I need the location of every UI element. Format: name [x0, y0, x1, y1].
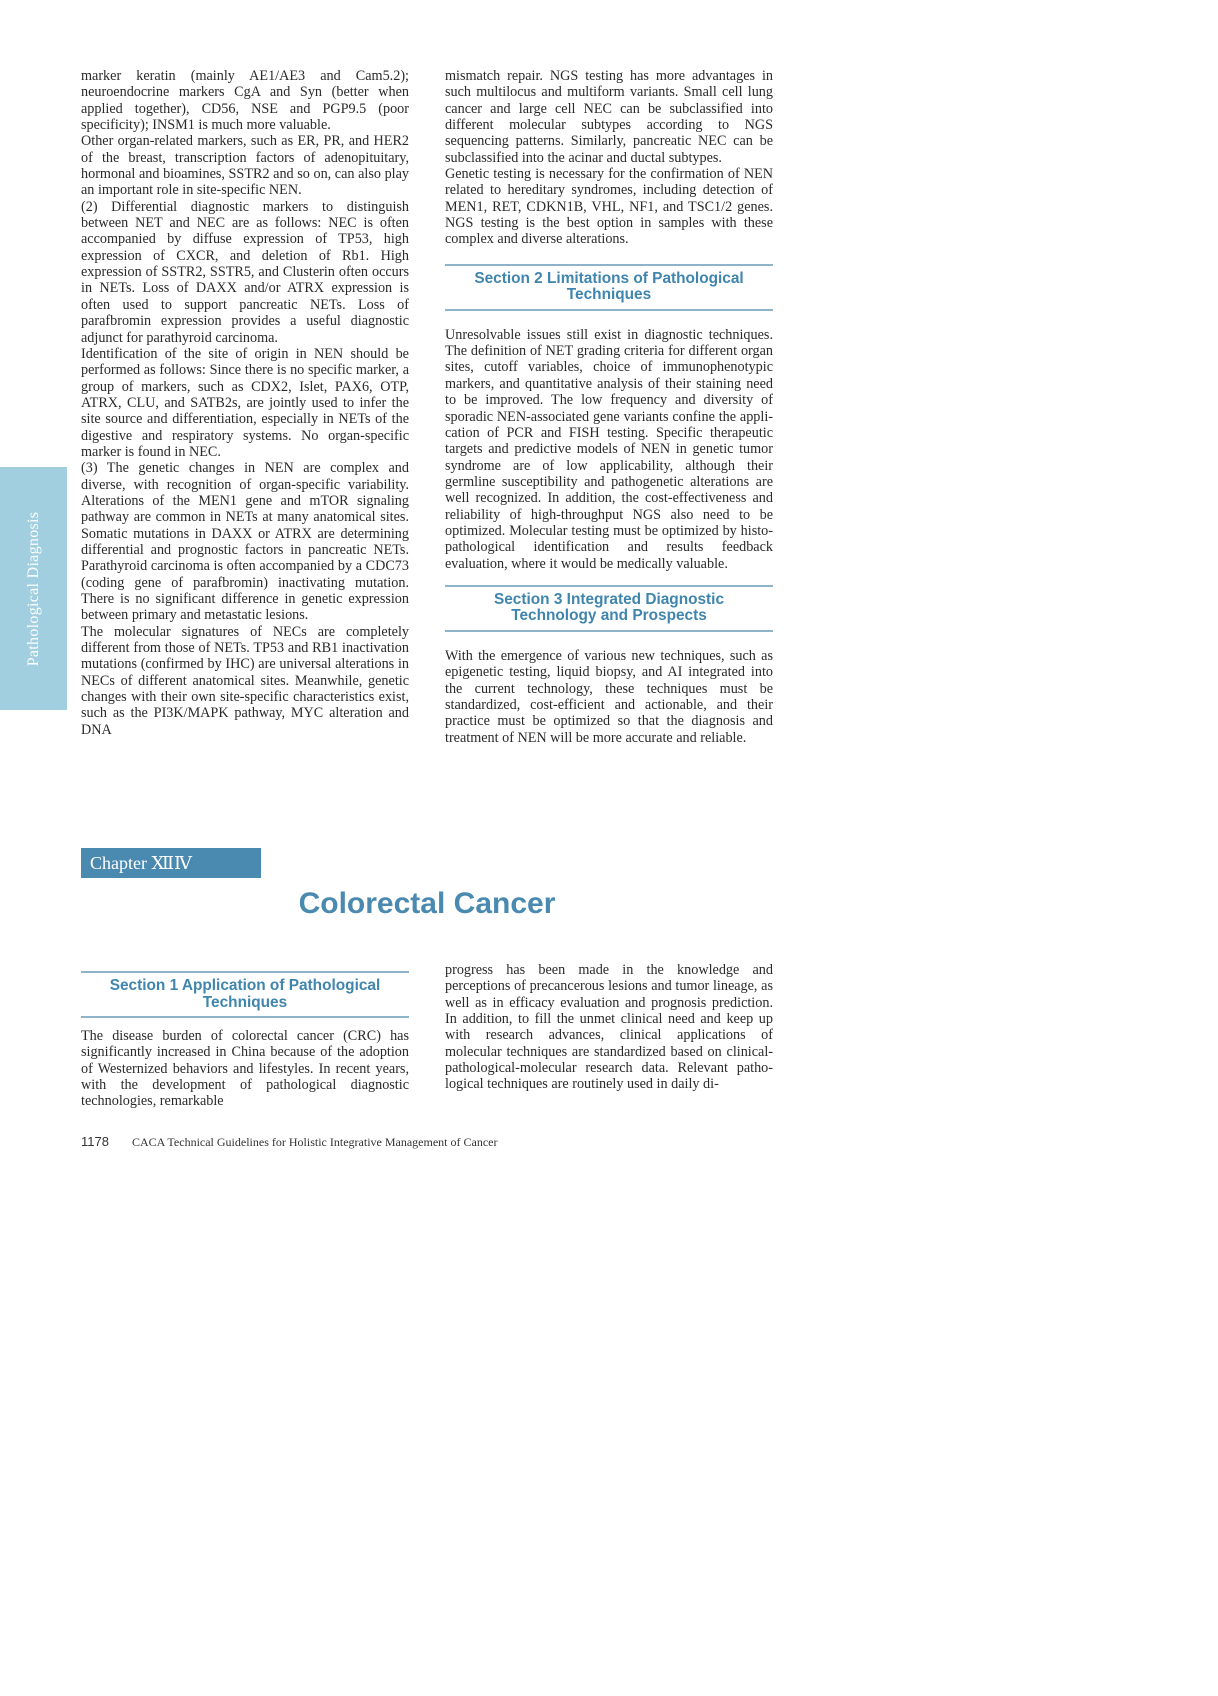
paragraph: progress has been made in the knowledge and perceptions of precancerous lesions and tumor lineage, as well as in efficacy evaluation and prognosis prediction. In addition, to fill the unmet clinical need and keep up with research advances, clinical applications of molecular techniques are standardized based on clinical-pathological-molecular research data. Relevant pathological techniques are routinely used in daily di- — [445, 962, 773, 1093]
section-2-heading-line2: Techniques — [566, 286, 652, 304]
paragraph: marker keratin (mainly AE1/AE3 and Cam5.2); neuroendocrine markers CgA and Syn (better when applied together), CD56, NSE and PGP9.5 (poor specificity); INSM1 is much more valuable. — [81, 68, 409, 134]
paragraph: Identification of the site of origin in NEN should be performed as follows: Since there is no specific marker, a group of markers, such as CDX2, Islet, PAX6, OTP, ATRX, CLU, and SATB2s, are jointly used to infer the site source and differentiation, especially in NETs of the digestive and respiratory systems. No organ-specific marker is found in NEC. — [81, 345, 409, 460]
chapter-title: Colorectal Cancer — [298, 887, 556, 920]
chapter-label: Chapter ⅫⅣ — [90, 853, 193, 873]
section-2-heading-line1: Section 2 Limitations of Pathological — [474, 269, 744, 287]
sidebar-tab-label: Pathological Diagnosis — [24, 511, 42, 666]
section-1-heading — [81, 971, 409, 1018]
sidebar-section-tab — [0, 467, 67, 710]
paragraph: Genetic testing is necessary for the confirmation of NEN related to hereditary syndromes, including detection of MEN1, RET, CDKN1B, VHL, NF1, and TSC1/2 genes. NGS testing is the best option in samples with these complex and diverse alterations. — [445, 166, 773, 248]
running-title: CACA Technical Guidelines for Holistic Integrative Management of Cancer — [131, 1135, 498, 1149]
paragraph: (3) The genetic changes in NEN are complex and diverse, with recognition of organ-specific variability. Alterations of the MEN1 gene and mTOR signaling pathway are common in NETs at many anatomical sites. Somatic mutations in DAXX or ATRX are determining differential and prognostic factors in pancreatic NETs. Parathyroid carcinoma is often accompanied by a CDC73 (coding gene of parafbromin) inactivating mutation. There is no significant difference in genetic expression between primary and metastatic lesions. — [81, 460, 409, 624]
paragraph: mismatch repair. NGS testing has more advantages in such multilocus and multiform variants. Small cell lung cancer and large cell NEC can be subclassified into different molecular subtypes according to NGS sequencing patterns. Similarly, pancreatic NEC can be subclassified into the acinar and ductal subtypes. — [445, 68, 773, 166]
section-2-heading — [445, 264, 773, 311]
page-number: 1178 — [81, 1134, 109, 1149]
chapter-label-box — [81, 848, 261, 878]
page-footer — [81, 1134, 497, 1150]
section-1-body: The disease burden of colorectal cancer (CRC) has significantly increased in China because of the adoption of Westernized behaviors and lifestyles. In recent years, with the development of pathological diagnostic technologies, remarkable — [81, 1028, 409, 1110]
section-3-heading-line2: Technology and Prospects — [511, 607, 707, 625]
section-1-heading-line2: Techniques — [202, 993, 288, 1011]
top-left-column — [81, 68, 409, 738]
section-2-body: Unresolvable issues still exist in diagnostic techniques. The definition of NET grading criteria for different organ sites, cutoff variables, choice of immunophenotypic markers, and quantitative analysis of their staining need to be improved. The low frequency and diversity of sporadic NEN-associated gene variants confine the application of PCR and FISH testing. Specific therapeutic targets and predictive models of NEN in genetic tumor syndrome are of low applicability, although their germline susceptibility and pathogenetic alterations are well recognized. In addition, the cost-effectiveness and reliability of high-throughput NGS also need to be optimized. Molecular testing must be optimized by histopathological identification and results feedback evaluation, where it would be medically valuable. — [445, 326, 773, 572]
top-right-column — [445, 68, 773, 746]
section-3-body: With the emergence of various new techniques, such as epigenetic testing, liquid biopsy, and AI integrated into the current technology, these techniques must be standardized, cost-efficient and actionable, and their practice must be optimized so that the diagnosis and treatment of NEN will be more accurate and reliable. — [445, 647, 773, 746]
paragraph: Other organ-related markers, such as ER, PR, and HER2 of the breast, transcription factors of adenopituitary, hormonal and bioamines, SSTR2 and so on, can also play an important role in site-specific NEN. — [81, 133, 409, 199]
paragraph: The molecular signatures of NECs are completely different from those of NETs. TP53 and RB1 inactivation mutations (confirmed by IHC) are universal alterations in NECs of different anatomical sites. Meanwhile, genetic changes with their own site-specific characteristics exist, such as the PI3K/MAPK pathway, MYC alteration and DNA — [81, 623, 409, 738]
bottom-right-column — [445, 962, 773, 1093]
bottom-left-column — [81, 971, 409, 1110]
section-3-heading — [445, 585, 773, 632]
section-3-heading-line1: Section 3 Integrated Diagnostic — [493, 590, 725, 608]
paragraph: (2) Differential diagnostic markers to distinguish between NET and NEC are as follows: NEC is often accompanied by diffuse expression of TP53, high expression of CXCR, and deletion of Rb1. High expression of SSTR2, SSTR5, and Clusterin often occurs in NETs. Loss of DAXX and/or ATRX expression is often used to support pancreatic NETs. Loss of parafbromin expression provides a useful diagnostic adjunct for parathyroid carcinoma. — [81, 198, 409, 346]
section-1-heading-line1: Section 1 Application of Pathological — [109, 977, 381, 994]
